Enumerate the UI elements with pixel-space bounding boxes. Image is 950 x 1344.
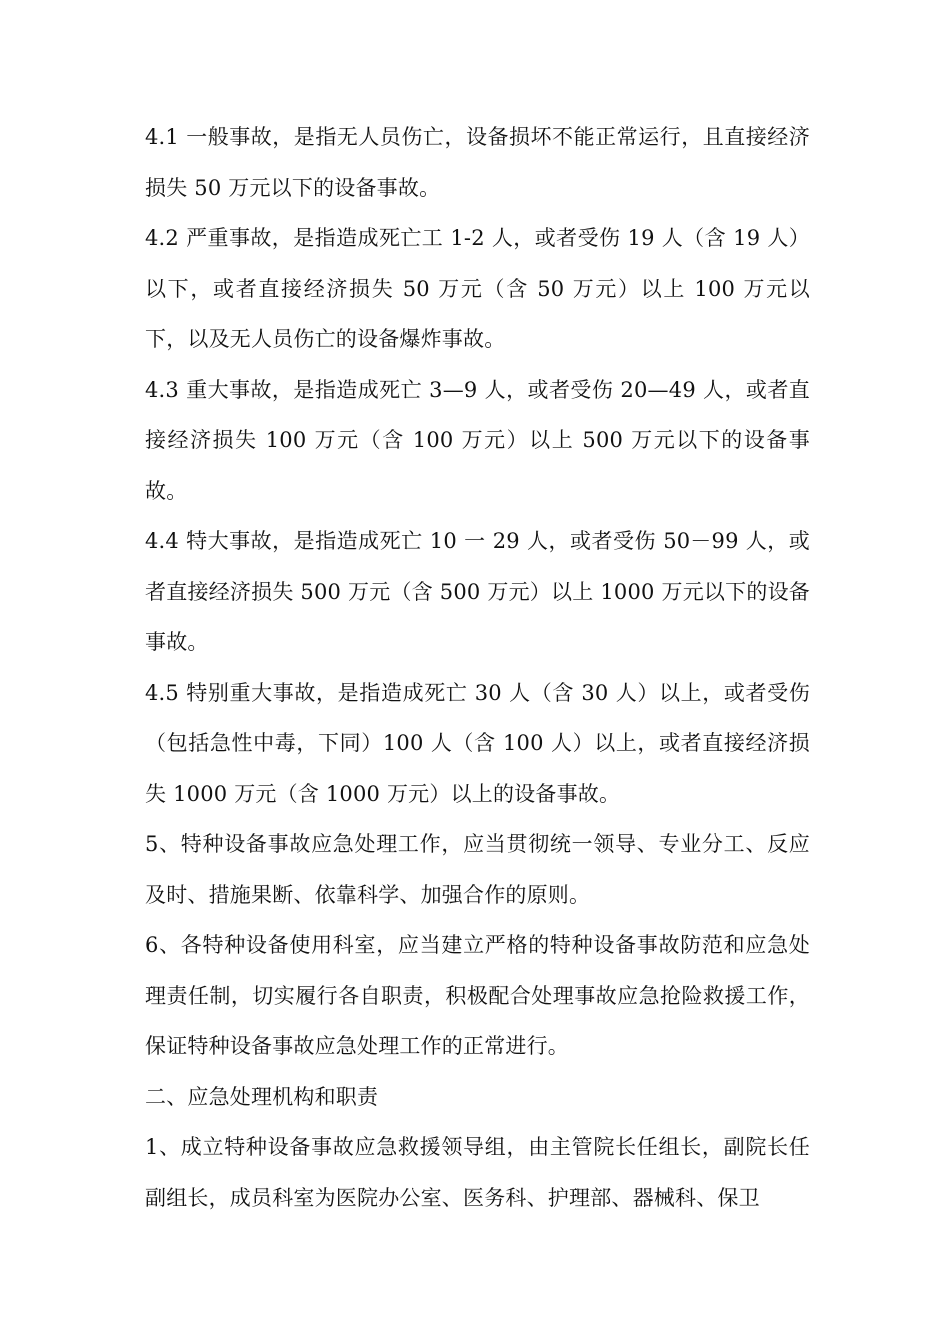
paragraph-4-3: 4.3 重大事故，是指造成死亡 3—9 人，或者受伤 20—49 人，或者直接经济损失 100 万元（含 100 万元）以上 500 万元以下的设备事故。 (145, 377, 810, 503)
paragraph-4-4: 4.4 特大事故，是指造成死亡 10 一 29 人，或者受伤 50－99 人，或者直接经济损失 500 万元（含 500 万元）以上 1000 万元以下的设备事故。 (145, 529, 810, 654)
paragraph-2-1: 1、成立特种设备事故应急救援领导组，由主管院长任组长，副院长任副组长，成员科室为医院办公室、医务科、护理部、器械科、保卫 (145, 1135, 810, 1210)
document-body (145, 112, 810, 1223)
paragraph-6: 6、各特种设备使用科室，应当建立严格的特种设备事故防范和应急处理责任制，切实履行各自职责，积极配合处理事故应急抢险救援工作，保证特种设备事故应急处理工作的正常进行。 (145, 933, 810, 1058)
section-heading-2: 二、应急处理机构和职责 (145, 1084, 379, 1109)
paragraph-4-1: 4.1 一般事故，是指无人员伤亡，设备损坏不能正常运行，且直接经济损失 50 万元以下的设备事故。 (145, 125, 810, 200)
paragraph-4-5: 4.5 特别重大事故，是指造成死亡 30 人（含 30 人）以上，或者受伤（包括急性中毒，下同）100 人（含 100 人）以上，或者直接经济损失 1000 万元（含 1000 万元）以上的设备事故。 (145, 680, 810, 806)
paragraph-5: 5、特种设备事故应急处理工作，应当贯彻统一领导、专业分工、反应及时、措施果断、依靠科学、加强合作的原则。 (145, 832, 810, 907)
paragraph-4-2: 4.2 严重事故，是指造成死亡工 1-2 人，或者受伤 19 人（含 19 人）以下，或者直接经济损失 50 万元（含 50 万元）以上 100 万元以下，以及无人员伤亡的设备爆炸事故。 (145, 226, 810, 351)
